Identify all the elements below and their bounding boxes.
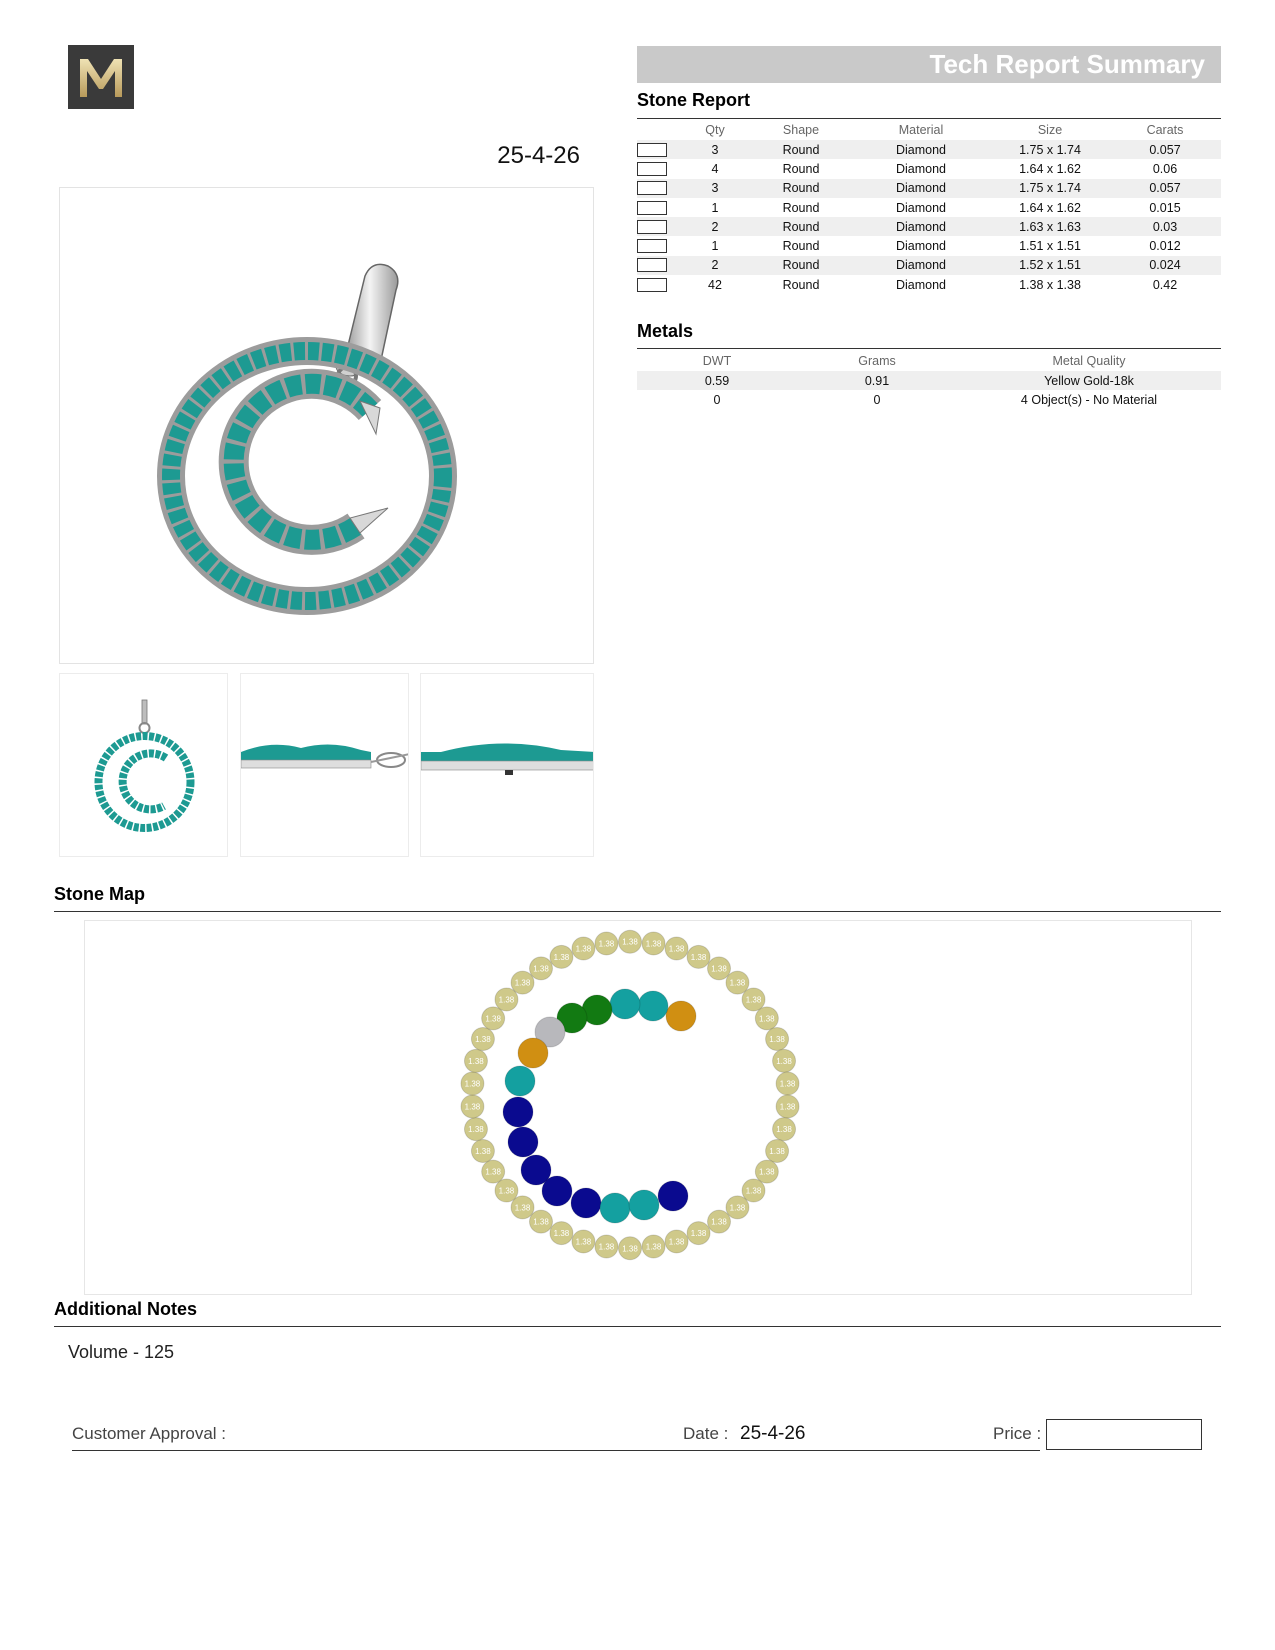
svg-text:1.38: 1.38 (776, 1125, 792, 1135)
svg-text:1.38: 1.38 (645, 1242, 662, 1252)
inner-c-stone (542, 1176, 572, 1206)
col-qty: Qty (705, 123, 725, 137)
qty-cell: 2 (679, 217, 751, 236)
outer-ring-stone (776, 1095, 799, 1118)
svg-text:1.38: 1.38 (533, 1217, 549, 1227)
quality-cell: 4 Object(s) - No Material (1020, 392, 1158, 407)
svg-text:1.38: 1.38 (514, 1203, 531, 1213)
material-cell: Diamond (851, 256, 991, 275)
qty-cell: 1 (711, 239, 719, 254)
svg-text:1.38: 1.38 (468, 1056, 484, 1066)
outer-ring-stone (461, 1095, 484, 1118)
stone-color-swatch (637, 258, 667, 272)
table-row (637, 217, 1221, 236)
shape-cell: Round (782, 277, 820, 292)
inner-c-stone (638, 991, 668, 1021)
outer-ring-stone (619, 930, 642, 953)
outer-ring-stone (708, 957, 731, 980)
svg-text:1.38: 1.38 (779, 1079, 796, 1089)
stone-report-rule (637, 118, 1221, 119)
outer-ring-stone (595, 1235, 618, 1258)
approval-signature-line (72, 1450, 1040, 1451)
col-grams: Grams (858, 353, 896, 368)
svg-text:1.38: 1.38 (468, 1125, 484, 1135)
outer-ring-stone (642, 932, 665, 955)
outer-ring-stone (766, 1028, 789, 1051)
price-label: Price : (993, 1424, 1042, 1443)
additional-notes-rule (54, 1326, 1221, 1327)
table-row (637, 371, 1221, 390)
carats-cell: 0.015 (1149, 200, 1181, 215)
inner-c-stone (505, 1066, 535, 1096)
inner-c-stone (658, 1181, 688, 1211)
document-code: 25-4-26 (497, 142, 580, 169)
stone-map-rule (54, 911, 1221, 912)
customer-approval-label: Customer Approval : (72, 1424, 227, 1443)
svg-text:1.38: 1.38 (485, 1167, 501, 1177)
date-value: 25-4-26 (740, 1423, 806, 1444)
shape-cell: Round (751, 217, 851, 236)
material-cell: Diamond (851, 217, 991, 236)
svg-text:1.38: 1.38 (729, 978, 746, 988)
svg-text:1.38: 1.38 (645, 939, 662, 949)
outer-ring-stone (595, 932, 618, 955)
inner-c-stone (503, 1097, 533, 1127)
outer-ring-stone (708, 1210, 731, 1233)
table-row (637, 159, 1221, 178)
stone-report-header-row (637, 120, 1221, 140)
svg-text:1.38: 1.38 (711, 964, 727, 974)
svg-text:1.38: 1.38 (690, 1229, 707, 1239)
qty-cell: 4 (711, 161, 719, 176)
svg-text:1.38: 1.38 (598, 939, 615, 949)
outer-ring-stone (464, 1118, 487, 1141)
outer-ring-stone (642, 1235, 665, 1258)
shape-cell: Round (782, 239, 820, 254)
svg-text:1.38: 1.38 (464, 1102, 481, 1112)
inner-c-stone (629, 1190, 659, 1220)
qty-cell: 3 (679, 179, 751, 198)
thumbnail-side-view[interactable] (240, 673, 409, 857)
size-cell: 1.52 x 1.51 (991, 256, 1109, 275)
main-product-render (59, 187, 594, 664)
outer-ring-stone (572, 1230, 595, 1253)
svg-text:1.38: 1.38 (475, 1035, 491, 1045)
svg-text:1.38: 1.38 (668, 1237, 685, 1247)
table-row (637, 275, 1221, 294)
svg-text:1.38: 1.38 (668, 944, 685, 954)
stone-color-swatch (637, 143, 667, 157)
svg-text:1.38: 1.38 (759, 1014, 775, 1024)
table-row (637, 198, 1221, 217)
outer-ring-stone (471, 1028, 494, 1051)
size-cell: 1.75 x 1.74 (991, 179, 1109, 198)
inner-c-stone (610, 989, 640, 1019)
svg-text:1.38: 1.38 (759, 1167, 775, 1177)
svg-text:1.38: 1.38 (498, 1186, 515, 1196)
stone-color-swatch (637, 278, 667, 292)
size-cell: 1.51 x 1.51 (1019, 239, 1081, 254)
col-material: Material (898, 123, 944, 137)
carats-cell: 0.057 (1109, 140, 1221, 159)
material-cell: Diamond (851, 179, 991, 198)
outer-ring-stone (773, 1118, 796, 1141)
col-size: Size (1037, 123, 1063, 137)
svg-text:1.38: 1.38 (769, 1035, 785, 1045)
svg-text:1.38: 1.38 (533, 964, 549, 974)
outer-ring-stone (687, 1222, 710, 1245)
svg-text:1.38: 1.38 (553, 952, 570, 962)
material-cell: Diamond (895, 239, 947, 254)
metals-rule (637, 348, 1221, 349)
outer-ring-stone (773, 1049, 796, 1072)
qty-cell: 42 (708, 277, 722, 292)
table-row (637, 390, 1221, 409)
grams-cell: 0.91 (797, 371, 957, 390)
table-row (637, 179, 1221, 198)
size-cell: 1.38 x 1.38 (1019, 277, 1081, 292)
svg-text:1.38: 1.38 (598, 1242, 615, 1252)
qty-cell: 2 (679, 256, 751, 275)
size-cell: 1.63 x 1.63 (991, 217, 1109, 236)
report-header-bar (637, 46, 1221, 83)
col-shape: Shape (782, 123, 820, 137)
grams-cell: 0 (873, 392, 881, 407)
outer-ring-stone (726, 1196, 749, 1219)
svg-text:1.38: 1.38 (622, 937, 638, 947)
outer-ring-stone (766, 1139, 789, 1162)
additional-notes-title: Additional Notes (54, 1299, 197, 1319)
svg-text:1.38: 1.38 (514, 978, 531, 988)
stone-color-swatch (637, 220, 667, 234)
svg-text:1.38: 1.38 (485, 1014, 501, 1024)
metals-header-row (637, 350, 1221, 371)
col-carats: Carats (1146, 123, 1184, 137)
table-row (637, 140, 1221, 159)
inner-c-stone (571, 1188, 601, 1218)
company-logo (68, 45, 134, 109)
date-label: Date : (683, 1424, 729, 1443)
outer-ring-stone (550, 945, 573, 968)
report-title: Tech Report Summary (929, 49, 1205, 79)
outer-ring-stone (482, 1007, 505, 1030)
table-row (637, 256, 1221, 275)
stone-map-title: Stone Map (54, 884, 146, 904)
outer-ring-stone (495, 1179, 518, 1202)
svg-text:1.38: 1.38 (711, 1217, 727, 1227)
size-cell: 1.64 x 1.62 (1019, 161, 1081, 176)
col-metal-quality: Metal Quality (1052, 353, 1126, 368)
outer-ring-stone (665, 1230, 688, 1253)
carats-cell: 0.06 (1152, 161, 1178, 176)
metals-table (637, 350, 1221, 410)
outer-ring-stone (619, 1237, 642, 1260)
dwt-cell: 0 (713, 392, 721, 407)
shape-cell: Round (751, 256, 851, 275)
svg-text:1.38: 1.38 (575, 944, 592, 954)
outer-ring-stone (755, 1007, 778, 1030)
material-cell: Diamond (895, 200, 947, 215)
stone-report-table (637, 120, 1221, 294)
svg-text:1.38: 1.38 (769, 1146, 785, 1156)
size-cell: 1.64 x 1.62 (1019, 200, 1081, 215)
stone-color-swatch (637, 181, 667, 195)
svg-text:1.38: 1.38 (729, 1203, 746, 1213)
qty-cell: 1 (711, 200, 719, 215)
material-cell: Diamond (895, 277, 947, 292)
stone-map-diagram (84, 920, 1192, 1295)
shape-cell: Round (782, 161, 820, 176)
stone-color-swatch (637, 162, 667, 176)
svg-text:1.38: 1.38 (553, 1229, 570, 1239)
shape-cell: Round (782, 200, 820, 215)
carats-cell: 0.42 (1152, 277, 1178, 292)
svg-text:1.38: 1.38 (690, 952, 707, 962)
outer-ring-stone (464, 1049, 487, 1072)
svg-text:1.38: 1.38 (622, 1244, 638, 1254)
svg-text:1.38: 1.38 (464, 1079, 481, 1089)
svg-text:1.38: 1.38 (745, 995, 762, 1005)
outer-ring-stone (511, 971, 534, 994)
thumbnail-front-view[interactable] (59, 673, 228, 857)
quality-cell: Yellow Gold-18k (957, 371, 1221, 390)
price-input-box[interactable] (1046, 1419, 1202, 1450)
outer-ring-stone (665, 937, 688, 960)
svg-text:1.38: 1.38 (776, 1056, 792, 1066)
outer-ring-stone (461, 1072, 484, 1095)
stone-report-title: Stone Report (637, 90, 751, 110)
carats-cell: 0.024 (1109, 256, 1221, 275)
svg-text:1.38: 1.38 (498, 995, 515, 1005)
outer-ring-stone (529, 1210, 552, 1233)
outer-ring-stone (482, 1160, 505, 1183)
inner-c-stone (666, 1001, 696, 1031)
material-cell: Diamond (851, 140, 991, 159)
stone-color-swatch (637, 239, 667, 253)
inner-c-stone (600, 1193, 630, 1223)
stone-color-swatch (637, 201, 667, 215)
inner-c-stone (508, 1127, 538, 1157)
col-dwt: DWT (702, 353, 732, 368)
thumbnail-top-view[interactable] (420, 673, 594, 857)
qty-cell: 3 (679, 140, 751, 159)
shape-cell: Round (751, 140, 851, 159)
carats-cell: 0.057 (1109, 179, 1221, 198)
outer-ring-stone (755, 1160, 778, 1183)
outer-ring-stone (471, 1139, 494, 1162)
outer-ring-stone (742, 988, 765, 1011)
shape-cell: Round (751, 179, 851, 198)
table-row (637, 236, 1221, 255)
metals-title: Metals (637, 321, 694, 341)
outer-ring-stone (550, 1222, 573, 1245)
outer-ring-stone (776, 1072, 799, 1095)
dwt-cell: 0.59 (637, 371, 797, 390)
svg-text:1.38: 1.38 (779, 1102, 796, 1112)
additional-notes-text: Volume - 125 (68, 1342, 175, 1362)
inner-c-stone (518, 1038, 548, 1068)
outer-ring-stone (687, 945, 710, 968)
outer-ring-stone (529, 957, 552, 980)
carats-cell: 0.012 (1149, 239, 1181, 254)
material-cell: Diamond (895, 161, 947, 176)
outer-ring-stone (572, 937, 595, 960)
svg-text:1.38: 1.38 (745, 1186, 762, 1196)
svg-text:1.38: 1.38 (475, 1146, 491, 1156)
size-cell: 1.75 x 1.74 (991, 140, 1109, 159)
svg-text:1.38: 1.38 (575, 1237, 592, 1247)
carats-cell: 0.03 (1109, 217, 1221, 236)
